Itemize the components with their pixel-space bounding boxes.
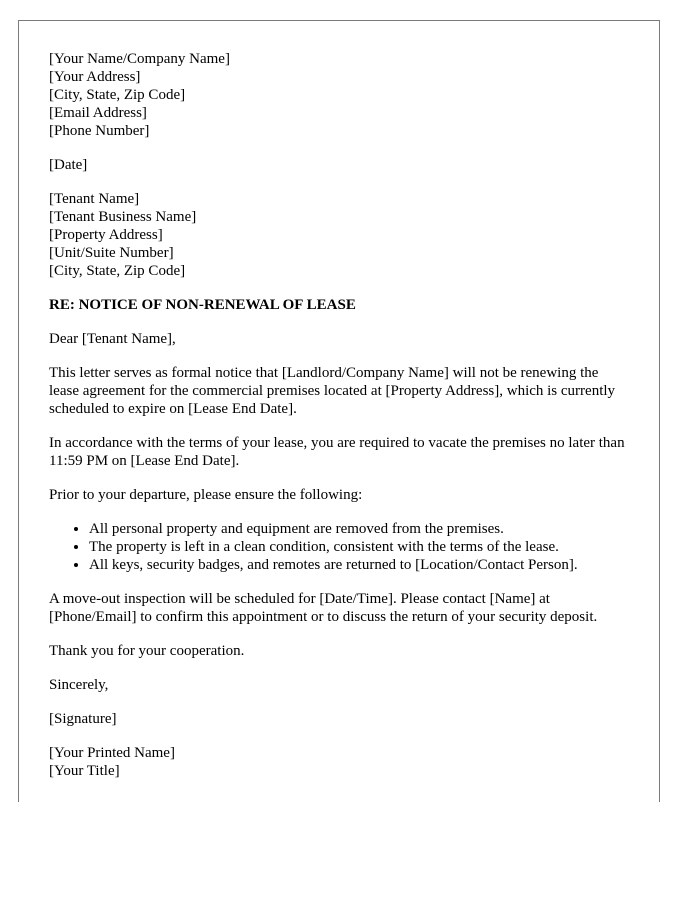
sender-email: [Email Address] <box>49 105 147 121</box>
signer-block <box>49 744 629 780</box>
body-paragraph-2: In accordance with the terms of your lease, you are required to vacate the premises no later than 11:59 PM on [Lease End Date]. <box>49 435 625 469</box>
letter-page <box>18 20 660 802</box>
signer-title: [Your Title] <box>49 763 120 779</box>
recipient-block <box>49 190 629 280</box>
list-item: • All keys, security badges, and remotes are returned to [Location/Contact Person]. <box>89 556 629 574</box>
sender-city-state-zip: [City, State, Zip Code] <box>49 87 186 103</box>
sender-name: [Your Name/Company Name] <box>49 51 230 67</box>
body-paragraph-4: A move-out inspection will be scheduled for [Date/Time]. Please contact [Name] at [Phone/Email] to confirm this appointment or to discuss the return of your security deposit. <box>49 591 598 625</box>
letter-date: [Date] <box>49 157 88 173</box>
salutation: Dear [Tenant Name], <box>49 331 176 347</box>
body-paragraph-1: This letter serves as formal notice that [Landlord/Company Name] will not be renewing the lease agreement for the commercial premises located at [Property Address], which is currently scheduled to expire on [Lease End Date]. <box>49 365 616 417</box>
list-item: • All personal property and equipment are removed from the premises. <box>89 520 629 538</box>
sender-address: [Your Address] <box>49 69 141 85</box>
date-block <box>49 156 629 174</box>
sender-block <box>49 50 629 140</box>
sender-phone: [Phone Number] <box>49 123 150 139</box>
requirements-list <box>49 520 629 574</box>
body-paragraph-5: Thank you for your cooperation. <box>49 643 245 659</box>
recipient-name: [Tenant Name] <box>49 191 140 207</box>
recipient-city-state-zip: [City, State, Zip Code] <box>49 263 186 279</box>
letter-subject: RE: NOTICE OF NON-RENEWAL OF LEASE <box>49 297 356 313</box>
recipient-unit: [Unit/Suite Number] <box>49 245 174 261</box>
body-paragraph-3: Prior to your departure, please ensure the following: <box>49 487 363 503</box>
list-item: • The property is left in a clean condition, consistent with the terms of the lease. <box>89 538 629 556</box>
recipient-business-name: [Tenant Business Name] <box>49 209 197 225</box>
signature: [Signature] <box>49 711 117 727</box>
printed-name: [Your Printed Name] <box>49 745 175 761</box>
recipient-property-address: [Property Address] <box>49 227 163 243</box>
valediction: Sincerely, <box>49 677 109 693</box>
